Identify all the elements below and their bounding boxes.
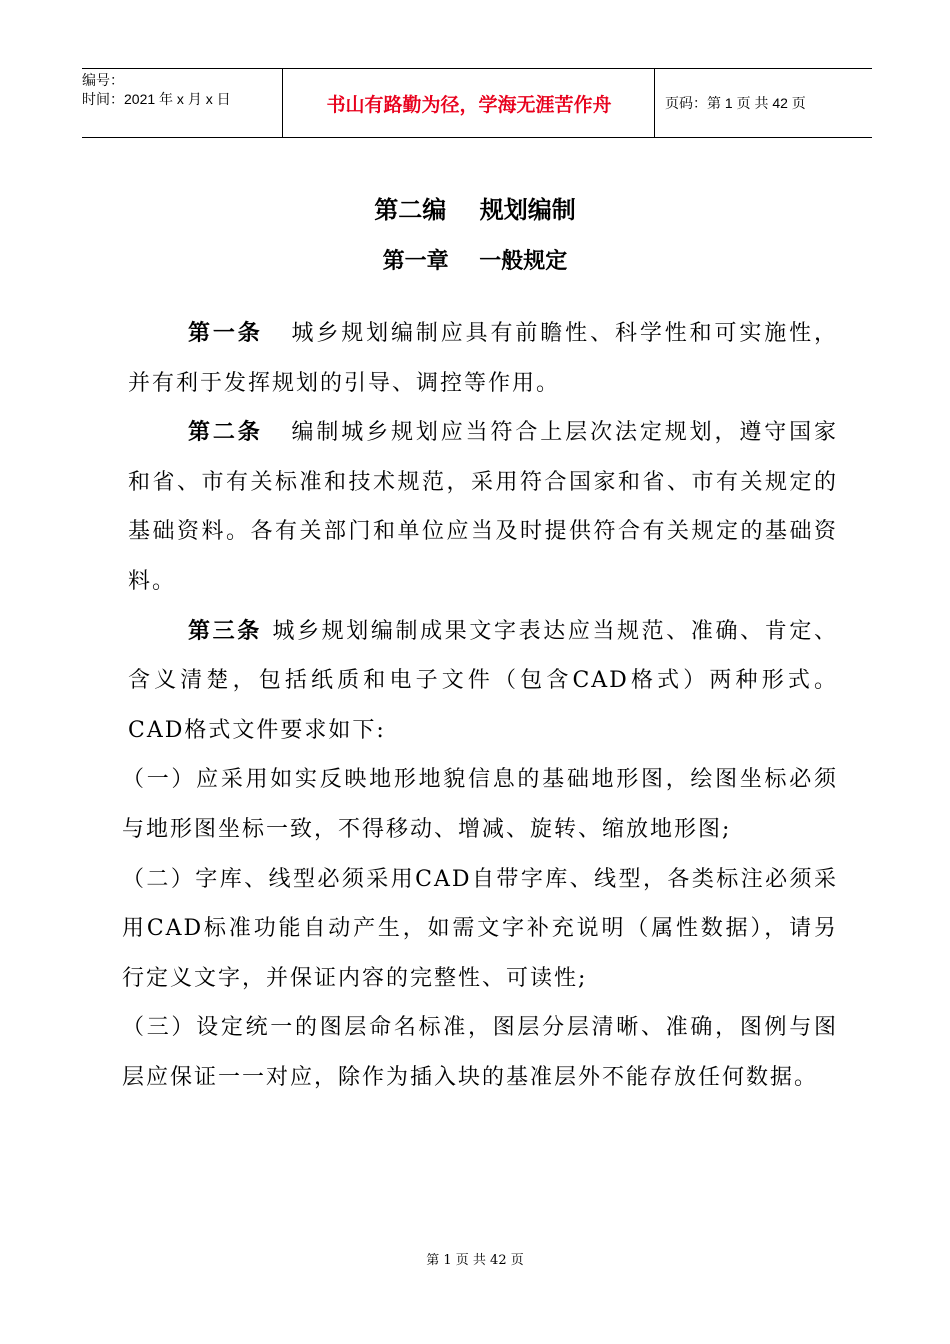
article-label: 第一条 <box>188 321 263 346</box>
header-page-info: 页码：第 1 页 共 42 页 <box>665 95 806 111</box>
article-text: 编制城乡规划应当符合上层次法定规划，遵守国家和省、市有关标准和技术规范，采用符合国家和省、市有关规定的基础资料。各有关部门和单位应当及时提供符合有关规定的基础资料。 <box>128 420 838 594</box>
header-divider <box>654 69 655 137</box>
header-divider <box>282 69 283 137</box>
header-time: 时间：2021 年 x 月 x 日 <box>82 91 231 107</box>
article-3 <box>128 607 838 756</box>
header-number: 编号： <box>82 72 124 88</box>
page-footer: 第 1 页 共 42 页 <box>426 1253 524 1268</box>
article-1 <box>128 309 838 408</box>
chapter-title: 第一章 一般规定 <box>382 249 568 274</box>
header-motto: 书山有路勤为径，学海无涯苦作舟 <box>326 93 612 116</box>
header-meta <box>82 71 282 109</box>
part-title: 第二编 规划编制 <box>374 196 576 224</box>
article-text: 城乡规划编制成果文字表达应当规范、准确、肯定、含义清楚，包括纸质和电子文件（包含CAD格式）两种形式。CAD格式文件要求如下: <box>128 618 838 743</box>
article-label: 第三条 <box>188 618 262 644</box>
document-header <box>82 68 872 138</box>
list-item: （一）应采用如实反映地形地貌信息的基础地形图，绘图坐标必须与地形图坐标一致，不得移动、增减、旋转、缩放地形图; <box>122 767 838 842</box>
list-item: （三）设定统一的图层命名标准，图层分层清晰、准确，图例与图层应保证一一对应，除作为插入块的基准层外不能存放任何数据。 <box>122 1015 838 1090</box>
list-item: （二）字库、线型必须采用CAD自带字库、线型，各类标注必须采用CAD标准功能自动产生，如需文字补充说明（属性数据），请另行定义文字，并保证内容的完整性、可读性; <box>122 866 838 991</box>
document-body <box>122 309 838 1103</box>
article-2 <box>128 408 838 606</box>
article-text: 城乡规划编制应具有前瞻性、科学性和可实施性，并有利于发挥规划的引导、调控等作用。 <box>128 321 838 396</box>
article-label: 第二条 <box>188 420 263 446</box>
